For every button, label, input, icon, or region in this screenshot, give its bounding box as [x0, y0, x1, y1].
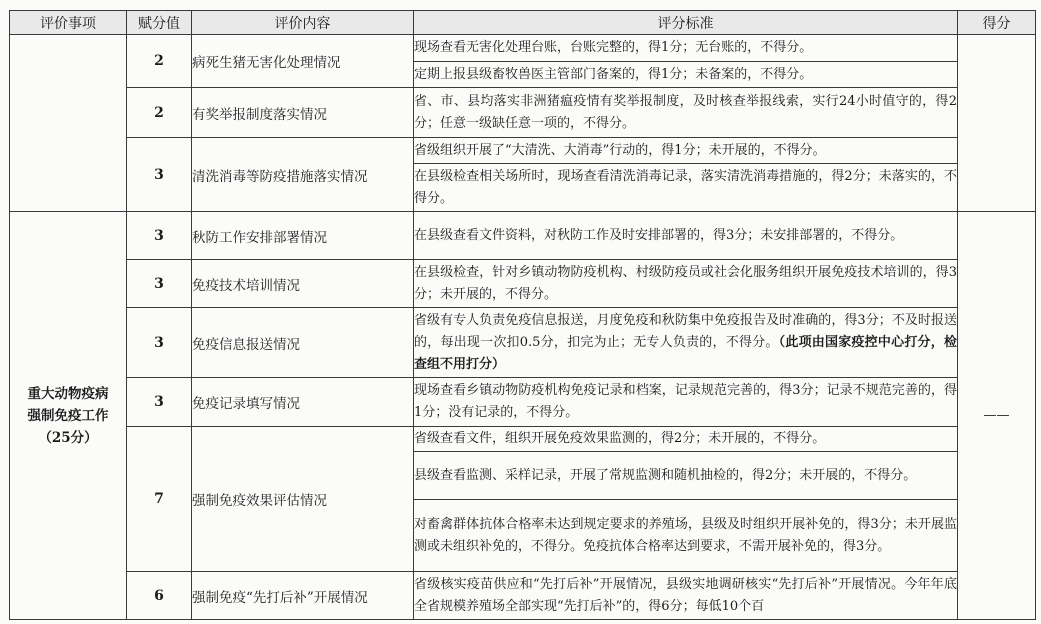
score-cell: 3	[127, 260, 192, 308]
content-cell: 免疫信息报送情况	[192, 308, 414, 378]
table-row	[10, 308, 1036, 378]
got-cell	[958, 35, 1036, 212]
table-row	[10, 260, 1036, 308]
criteria-cell	[414, 308, 958, 378]
criteria-cell: 省级核实疫苗供应和“先打后补”开展情况，县级实地调研核实“先打后补”开展情况。今年年底全省规模养殖场全部实现“先打后补”的，得6分；每低10个百	[414, 572, 958, 620]
criteria-cell: 县级查看监测、采样记录，开展了常规监测和随机抽检的，得2分；未开展的，不得分。	[414, 452, 958, 500]
score-cell: 3	[127, 138, 192, 212]
table-row	[10, 212, 1036, 260]
content-cell: 强制免疫“先打后补”开展情况	[192, 572, 414, 620]
category-line: 重大动物疫病	[27, 385, 109, 402]
criteria-cell: 现场查看乡镇动物防疫机构免疫记录和档案，记录规范完善的，得3分；记录不规范完善的，得1分；没有记录的，不得分。	[414, 378, 958, 427]
score-cell: 3	[127, 212, 192, 260]
criteria-cell: 在县级检查，针对乡镇动物防疫机构、村级防疫员或社会化服务组织开展免疫技术培训的，得3分；未开展的，不得分。	[414, 260, 958, 308]
header-standard: 评分标准	[414, 11, 958, 35]
content-cell: 免疫记录填写情况	[192, 378, 414, 427]
content-cell: 免疫技术培训情况	[192, 260, 414, 308]
table-row	[10, 378, 1036, 427]
table-row	[10, 572, 1036, 620]
content-cell: 有奖举报制度落实情况	[192, 88, 414, 138]
content-cell: 清洗消毒等防疫措施落实情况	[192, 138, 414, 212]
criteria-cell: 省、市、县均落实非洲猪瘟疫情有奖举报制度，及时核查举报线索，实行24小时值守的，得2分；任意一级缺任意一项的，不得分。	[414, 88, 958, 138]
criteria-cell: 定期上报县级畜牧兽医主管部门备案的，得1分；未备案的，不得分。	[414, 62, 958, 88]
category-line: （25分）	[38, 429, 98, 446]
criteria-cell: 在县级检查相关场所时，现场查看清洗消毒记录，落实清洗消毒措施的，得2分；未落实的，不得分。	[414, 164, 958, 212]
got-cell: ——	[958, 212, 1036, 620]
category-line: 强制免疫工作	[27, 407, 109, 424]
criteria-cell: 现场查看无害化处理台账，台账完整的，得1分；无台账的，不得分。	[414, 35, 958, 62]
score-cell: 3	[127, 378, 192, 427]
content-cell: 强制免疫效果评估情况	[192, 427, 414, 572]
table-row	[10, 138, 1036, 164]
header-score: 赋分值	[127, 11, 192, 35]
header-item: 评价事项	[10, 11, 127, 35]
evaluation-table	[9, 10, 1036, 620]
table-row	[10, 35, 1036, 62]
table-row	[10, 427, 1036, 452]
criteria-cell: 省级组织开展了“大清洗、大消毒”行动的，得1分；未开展的，不得分。	[414, 138, 958, 164]
score-cell: 2	[127, 35, 192, 88]
score-cell: 6	[127, 572, 192, 620]
category-cell-1	[10, 35, 127, 212]
score-cell: 2	[127, 88, 192, 138]
content-cell: 秋防工作安排部署情况	[192, 212, 414, 260]
header-row	[10, 11, 1036, 35]
score-cell: 3	[127, 308, 192, 378]
criteria-note: （此项由国家疫控中心打分，检查组不用打分）	[414, 334, 957, 372]
criteria-cell: 对畜禽群体抗体合格率未达到规定要求的养殖场，县级及时组织开展补免的，得3分；未开展监测或未组织补免的，不得分。免疫抗体合格率达到要求，不需开展补免的，得3分。	[414, 500, 958, 572]
header-got: 得分	[958, 11, 1036, 35]
criteria-cell: 省级查看文件，组织开展免疫效果监测的，得2分；未开展的，不得分。	[414, 427, 958, 452]
table-row	[10, 88, 1036, 138]
category-cell-2	[10, 212, 127, 620]
content-cell: 病死生猪无害化处理情况	[192, 35, 414, 88]
score-cell: 7	[127, 427, 192, 572]
header-content: 评价内容	[192, 11, 414, 35]
criteria-cell: 在县级查看文件资料，对秋防工作及时安排部署的，得3分；未安排部署的，不得分。	[414, 212, 958, 260]
criteria-text: 省级有专人负责免疫信息报送，月度免疫和秋防集中免疫报告及时准确的，得3分；不及时报送的，每出现一次扣0.5分，扣完为止；无专人负责的，不得分。	[414, 312, 957, 350]
